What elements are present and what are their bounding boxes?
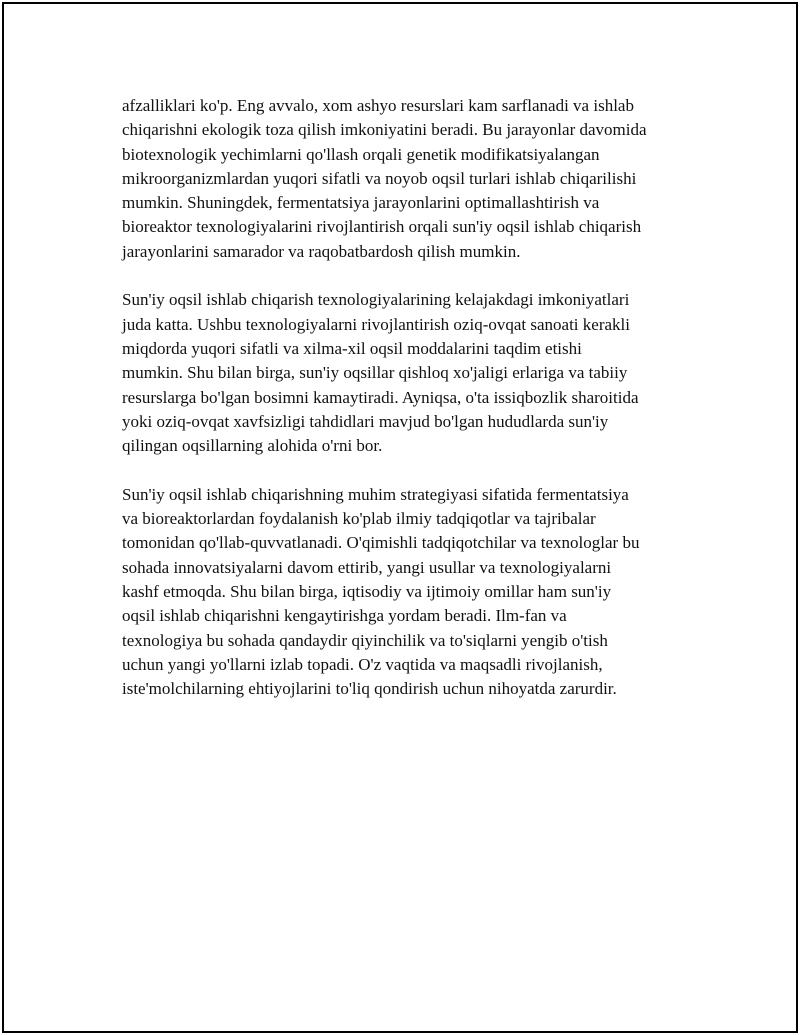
document-body xyxy=(122,94,682,726)
text-line: miqdorda yuqori sifatli va xilma-xil oqsil moddalarini taqdim etishi xyxy=(122,338,582,358)
paragraph xyxy=(122,288,682,458)
text-line: resurslarga bo'lgan bosimni kamaytiradi. Ayniqsa, o'ta issiqbozlik sharoitida xyxy=(122,387,639,407)
text-line: biotexnologik yechimlarni qo'llash orqali genetik modifikatsiyalangan xyxy=(122,144,600,164)
page xyxy=(2,2,798,1033)
text-line: tomonidan qo'llab-quvvatlanadi. O'qimishli tadqiqotchilar va texnologlar bu xyxy=(122,533,640,553)
text-line: mumkin. Shuningdek, fermentatsiya jarayonlarini optimallashtirish va xyxy=(122,193,600,213)
paragraph xyxy=(122,94,682,264)
text-line: oqsil ishlab chiqarishni kengaytirishga yordam beradi. Ilm-fan va xyxy=(122,606,567,626)
text-line: iste'molchilarning ehtiyojlarini to'liq qondirish uchun nihoyatda zarurdir. xyxy=(122,679,617,699)
text-line: Sun'iy oqsil ishlab chiqarishning muhim strategiyasi sifatida fermentatsiya xyxy=(122,484,629,504)
text-line: kashf etmoqda. Shu bilan birga, iqtisodiy va ijtimoiy omillar ham sun'iy xyxy=(122,581,612,601)
text-line: bioreaktor texnologiyalarini rivojlantirish orqali sun'iy oqsil ishlab chiqarish xyxy=(122,217,642,237)
text-line: va bioreaktorlardan foydalanish ko'plab ilmiy tadqiqotlar va tajribalar xyxy=(122,509,596,529)
text-line: juda katta. Ushbu texnologiyalarni rivojlantirish oziq-ovqat sanoati kerakli xyxy=(122,314,630,334)
text-line: uchun yangi yo'llarni izlab topadi. O'z vaqtida va maqsadli rivojlanish, xyxy=(122,654,603,674)
text-line: texnologiya bu sohada qandaydir qiyinchilik va to'siqlarni yengib o'tish xyxy=(122,630,608,650)
text-line: jarayonlarini samarador va raqobatbardosh qilish mumkin. xyxy=(122,241,521,261)
text-line: Sun'iy oqsil ishlab chiqarish texnologiyalarining kelajakdagi imkoniyatlari xyxy=(122,290,630,310)
text-line: qilingan oqsillarning alohida o'rni bor. xyxy=(122,436,383,456)
text-line: sohada innovatsiyalarni davom ettirib, yangi usullar va texnologiyalarni xyxy=(122,557,612,577)
text-line: mumkin. Shu bilan birga, sun'iy oqsillar qishloq xo'jaligi erlariga va tabiiy xyxy=(122,363,628,383)
text-line: yoki oziq-ovqat xavfsizligi tahdidlari mavjud bo'lgan hududlarda sun'iy xyxy=(122,411,609,431)
text-line: afzalliklari ko'p. Eng avvalo, xom ashyo resurslari kam sarflanadi va ishlab xyxy=(122,96,634,115)
text-line: chiqarishni ekologik toza qilish imkoniyatini beradi. Bu jarayonlar davomida xyxy=(122,120,647,140)
paragraph xyxy=(122,483,682,702)
text-line: mikroorganizmlardan yuqori sifatli va noyob oqsil turlari ishlab chiqarilishi xyxy=(122,168,637,188)
